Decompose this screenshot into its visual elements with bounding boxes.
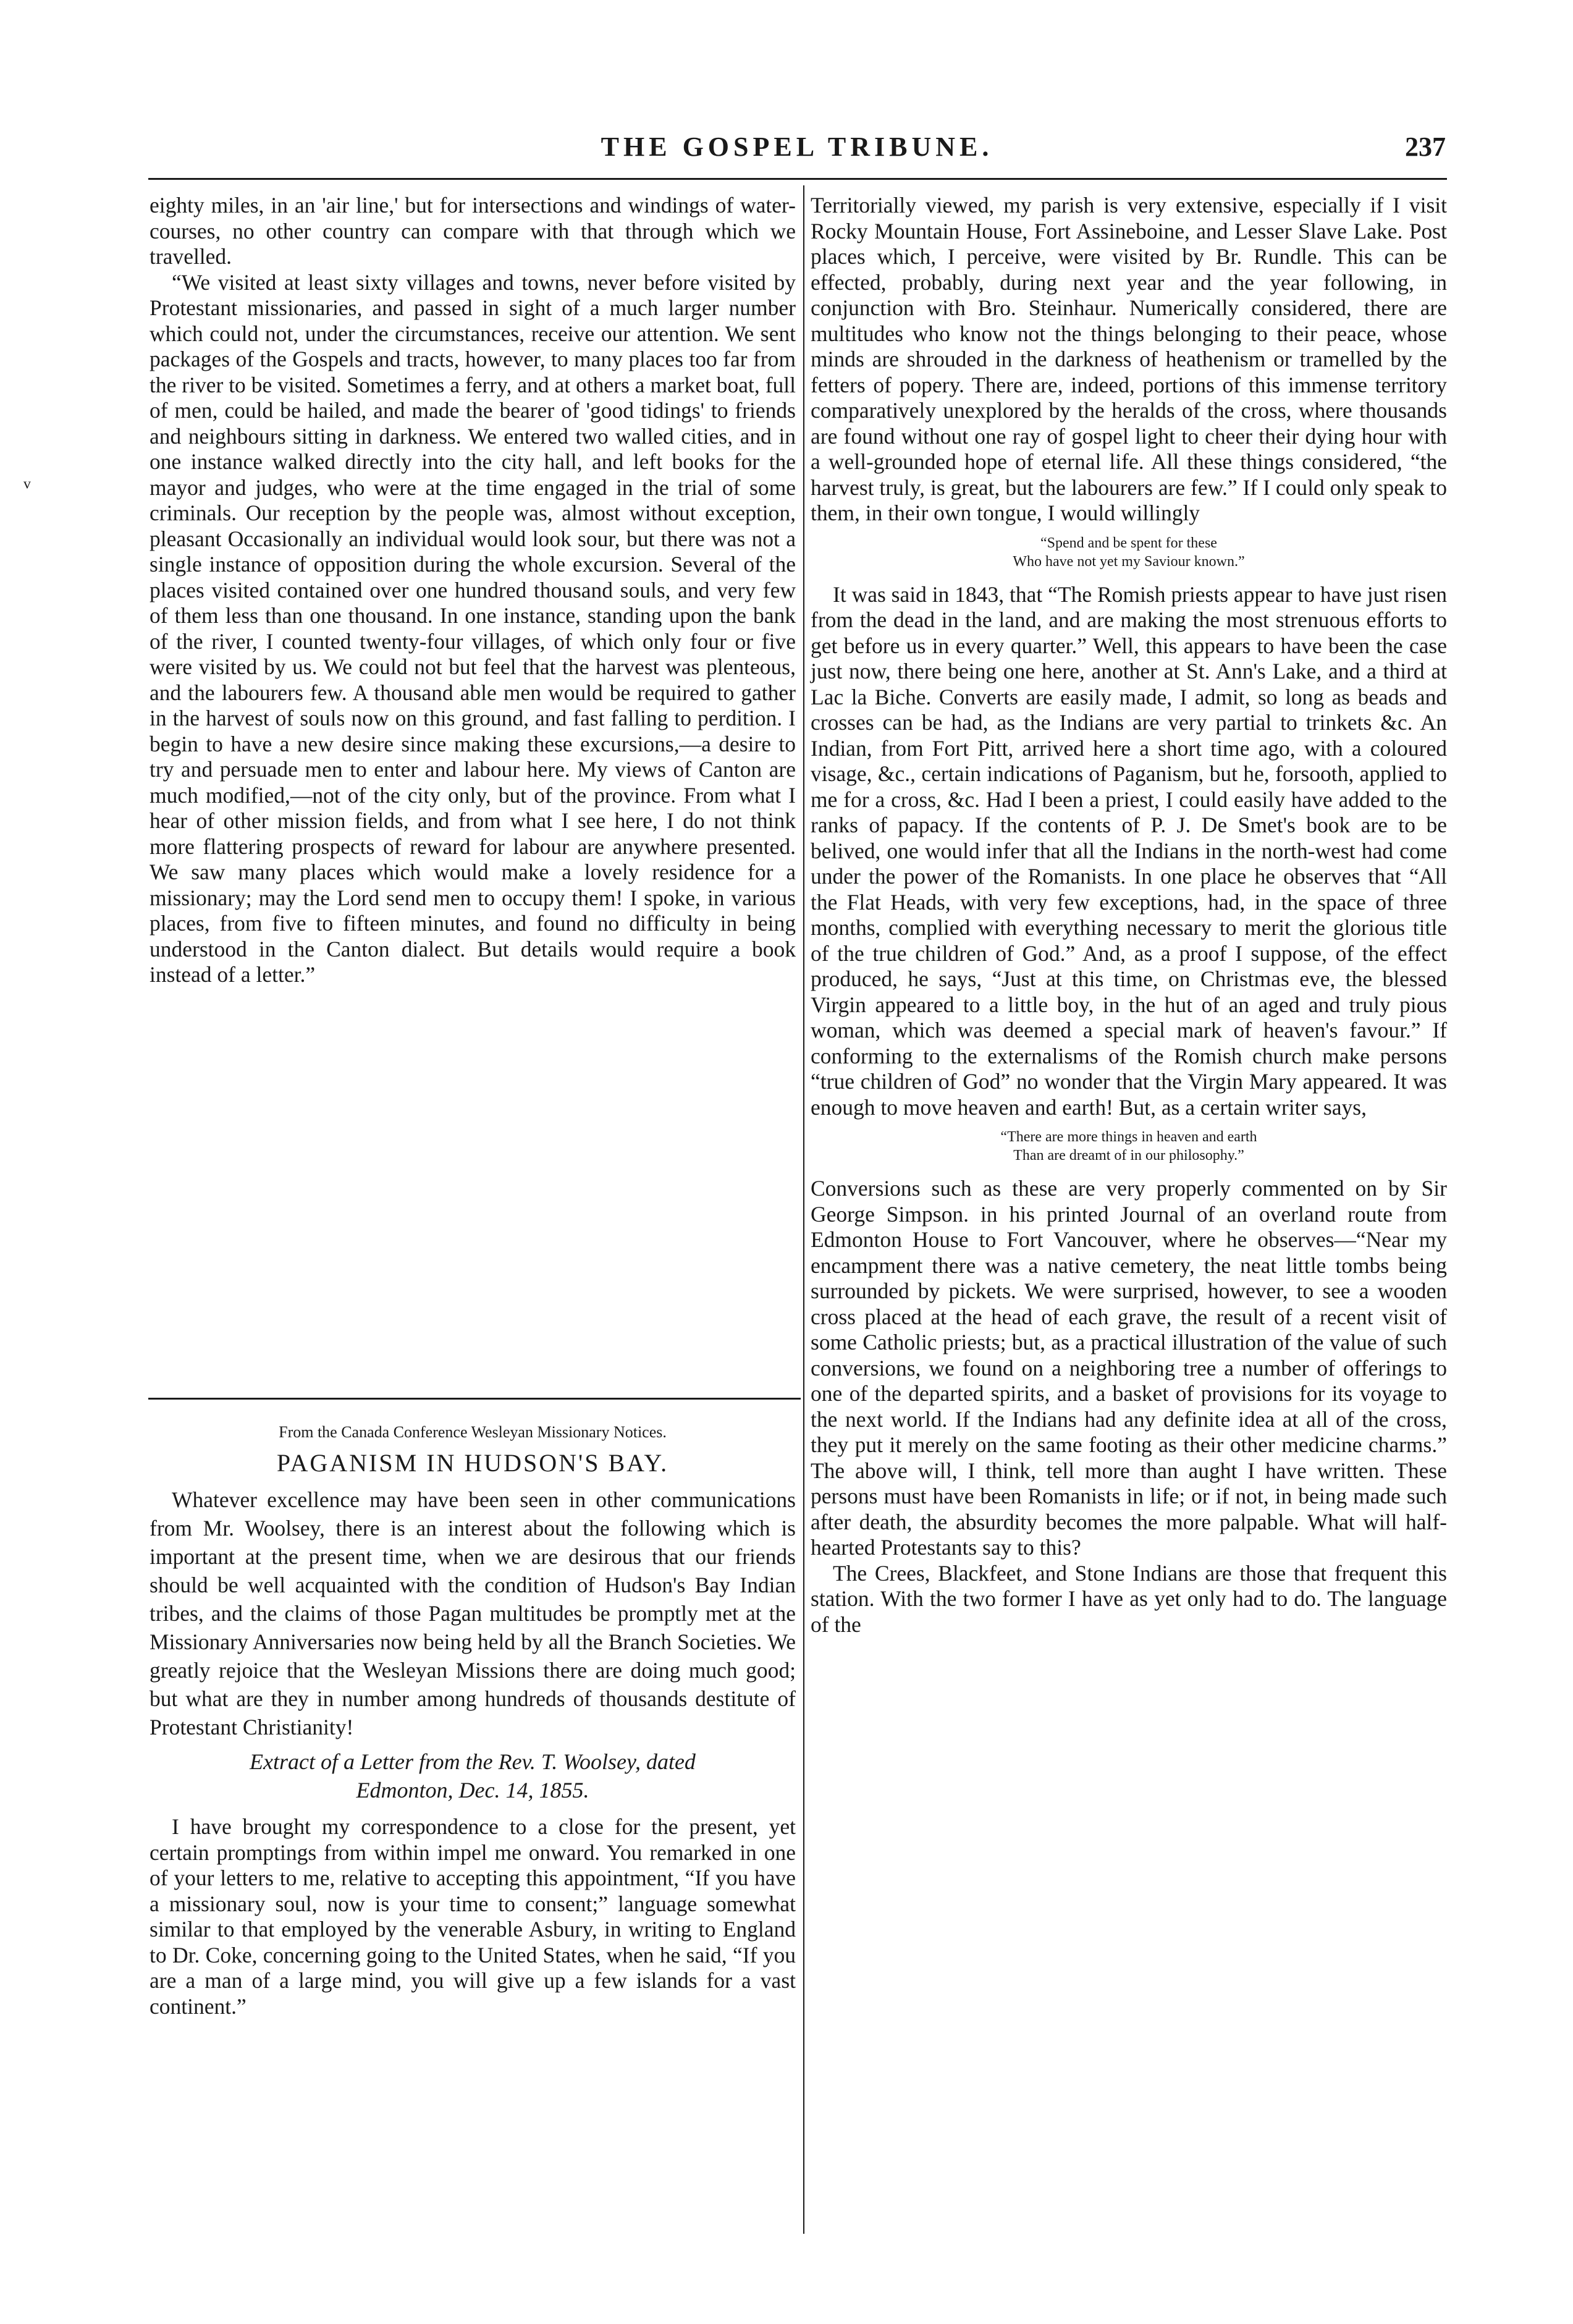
source-note: From the Canada Conference Wesleyan Missionary Notices.: [279, 1423, 667, 1441]
extract-heading: [150, 1747, 796, 1804]
extract-line-1: Extract of a Letter from the Rev. T. Woolsey, dated: [250, 1749, 696, 1774]
right-paragraph-1: Territorially viewed, my parish is very extensive, especially if I visit Rocky Mountain House, Fort Assineboine, and Lesser Slave Lake. Post places which, I perceive, were visited by Br. Rundle. This can be effected, probably, during next year and the year following, in conjunction with Bro. Steinhaur. Numerically considered, there are multitudes who know not the things belonging to their peace, whose minds are shrouded in the darkness of heathenism or tramelled by the fetters of popery. There are, indeed, portions of this immense territory comparatively unexplored by the heralds of the cross, where thousands are found without one ray of gospel light to cheer their dying hour with a well-grounded hope of eternal life. All these things considered, “the harvest truly, is great, but the labourers are few.” If I could only speak to them, in their own tongue, I would willingly: [811, 193, 1447, 525]
page-header: [148, 131, 1446, 174]
section-divider-rule: [148, 1398, 801, 1400]
section-title: PAGANISM IN HUDSON'S BAY.: [276, 1449, 669, 1477]
left-paragraph-2: “We visited at least sixty villages and towns, never before visited by Protestant missionaries, and passed in sight of a much larger number which could not, under the circumstances, receive our attention. We sent packages of the Gospels and tracts, however, to many places too far from the river to be visited. Sometimes a ferry, and at others a market boat, full of men, could be hailed, and made the bearer of 'good tidings' to friends and neighbours sitting in darkness. We entered two walled cities, and in one instance walked directly into the city hall, and left books for the mayor and judges, who were at the time engaged in the trial of some criminals. Our reception by the people was, almost without exception, pleasant Occasionally an individual would look sour, but there was not a single instance of opposition during the whole excursion. Several of the places visited contained over one hundred thousand souls, and very few of them less than one thousand. In one instance, standing upon the bank of the river, I counted twenty-four villages, of which only four or five were visited by us. We could not but feel that the harvest was plenteous, and the labourers few. A thousand able men would be required to gather in the harvest of souls now on this ground, and fast falling to perdition. I begin to have a new desire since making these excursions,—a desire to try and persuade men to enter and labour here. My views of Canton are much modified,—not of the city only, but of the province. From what I hear of other mission fields, and from what I see here, I do not think more flattering prospects of reward for labour are anywhere presented. We saw many places which would make a lovely residence for a missionary; may the Lord send men to occupy them! I spoke, in various places, from five to fifteen minutes, and found no difficulty in being understood in the Canton dialect. But details would require a book instead of a letter.”: [150, 269, 796, 987]
verse-quote-1-line-1: “Spend and be spent for these: [1040, 535, 1217, 551]
column-divider: [803, 185, 804, 2234]
verse-quote-2-line-1: “There are more things in heaven and earth: [1000, 1129, 1257, 1145]
verse-quote-1-line-2: Who have not yet my Saviour known.”: [1013, 553, 1245, 570]
left-paragraph-3: Whatever excellence may have been seen in other communications from Mr. Woolsey, there is an interest about the following which is important at the present time, when we are desirous that our friends should be well acquainted with the condition of Hudson's Bay Indian tribes, and the claims of those Pagan multitudes be promptly met at the Missionary Anniversaries now being held by all the Branch Societies. We greatly rejoice that the Wesleyan Missions there are doing much good; but what are they in number among hundreds of thousands destitute of Protestant Christianity!: [150, 1487, 796, 1739]
verse-quote-1: [811, 534, 1447, 571]
left-paragraph-1: eighty miles, in an 'air line,' but for intersections and windings of water-courses, no other country can compare with that through which we travelled.: [150, 193, 796, 269]
verse-quote-2-line-2: Than are dreamt of in our philosophy.”: [1013, 1147, 1244, 1164]
right-paragraph-3: Conversions such as these are very properly commented on by Sir George Simpson. in his printed Journal of an overland route from Edmonton House to Fort Vancouver, where he observes—“Near my encampment there was a native cemetery, the neat little tombs being surrounded by pickets. We were surprised, however, to see a wooden cross placed at the head of each grave, the result of a recent visit of some Catholic priests; but, as a practical illustration of the value of such conversions, we found on a neighboring tree a number of offerings to one of the departed spirits, and a basket of provisions for its voyage to the next world. If the Indians had any definite idea at all of the cross, they put it merely on the same footing as their other medicine charms.” The above will, I think, tell more than aught I have written. These persons must have been Romanists in life; or if not, in being made such after death, the absurdity becomes the more palpable. What will half-hearted Protestants say to this?: [811, 1176, 1447, 1560]
right-paragraph-4: The Crees, Blackfeet, and Stone Indians are those that frequent this station. With the two former I have as yet only had to do. The language of the: [811, 1560, 1447, 1637]
left-column: [150, 193, 796, 988]
verse-quote-2: [811, 1128, 1447, 1165]
running-title: THE GOSPEL TRIBUNE.: [601, 132, 993, 162]
left-column-lower: [150, 1414, 796, 2019]
page-number: 237: [1405, 132, 1446, 162]
right-column: [811, 193, 1447, 1637]
right-paragraph-2: It was said in 1843, that “The Romish priests appear to have just risen from the dead in the land, and are making the most strenuous efforts to get before us in every quarter.” Well, this appears to have been the case just now, there being one here, another at St. Ann's Lake, and a third at Lac la Biche. Converts are easily made, I admit, so long as beads and crosses can be had, as the Indians are very partial to trinkets &c. An Indian, from Fort Pitt, arrived here a short time ago, with a coloured visage, &c., certain indications of Paganism, but he, forsooth, applied to me for a cross, &c. Had I been a priest, I could easily have added to the ranks of papacy. If the contents of P. J. De Smet's book are to be belived, one would infer that all the Indians in the north-west had come under the power of the Romanists. In one place he observes that “All the Flat Heads, with very few exceptions, had, in the space of three months, complied with everything necessary to merit the glorious title of the true children of God.” And, as a proof I suppose, of the effect produced, he says, “Just at this time, on Christmas eve, the blessed Virgin appeared to a little boy, in the hut of an aged and truly pious woman, which was deemed a special mark of heaven's favour.” If conforming to the externalisms of the Romish church make persons “true children of God” no wonder that the Virgin Mary appeared. It was enough to move heaven and earth! But, as a certain writer says,: [811, 581, 1447, 1120]
header-rule: [148, 178, 1447, 180]
left-paragraph-4: I have brought my correspondence to a close for the present, yet certain promptings from within impel me onward. You remarked in one of your letters to me, relative to accepting this appointment, “If you have a missionary soul, now is your time to consent;” language somewhat similar to that employed by the venerable Asbury, in writing to England to Dr. Coke, concerning going to the United States, when he said, “If you are a man of a large mind, you will give up a few islands for a vast continent.”: [150, 1814, 796, 2019]
extract-line-2: Edmonton, Dec. 14, 1855.: [356, 1778, 589, 1802]
margin-mark: ᵥ: [23, 464, 31, 492]
